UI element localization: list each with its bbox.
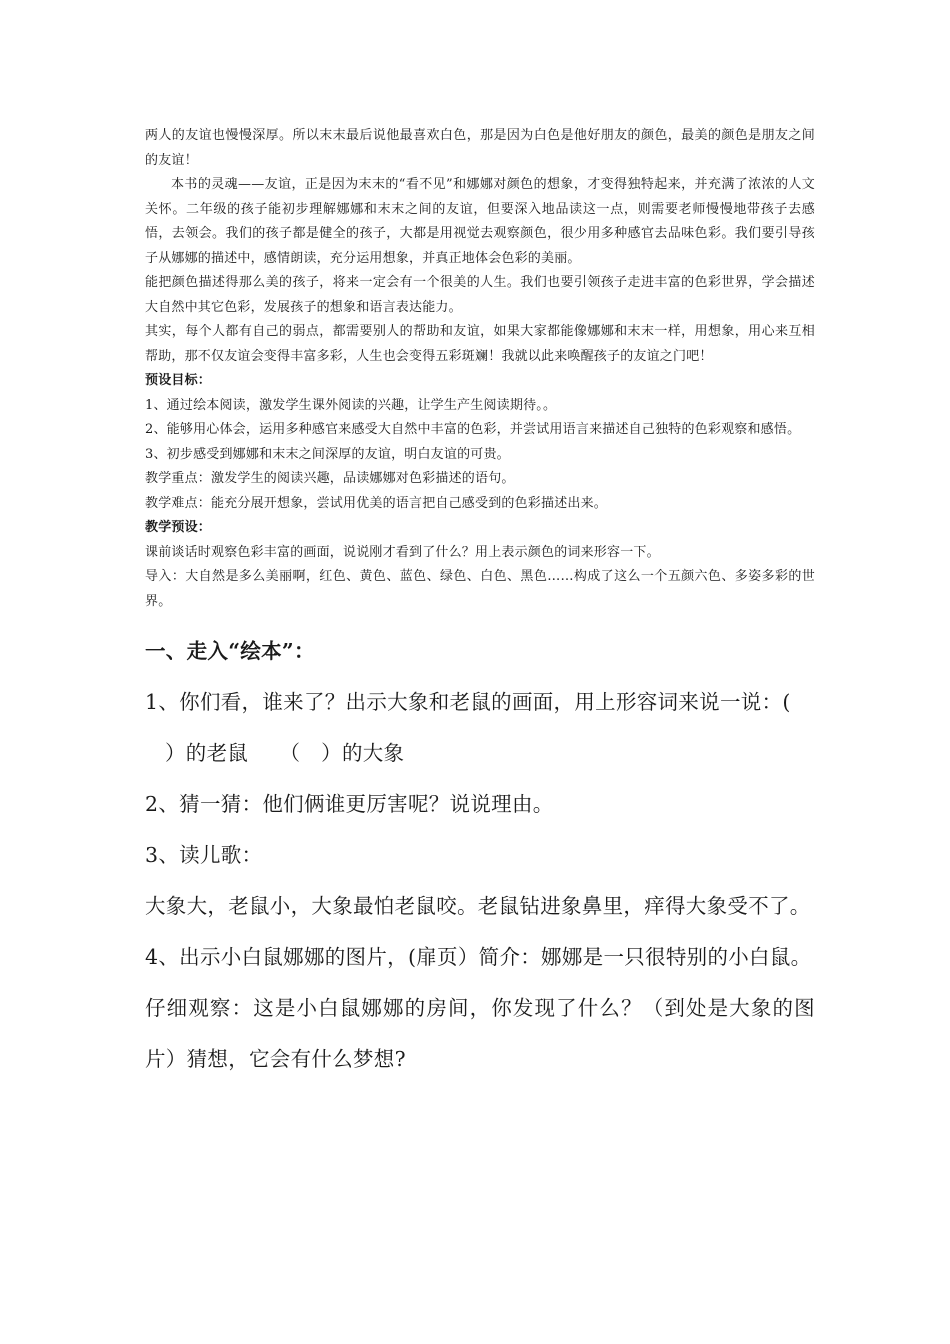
lesson-plan-intro xyxy=(145,124,815,614)
pre-class-talk: 课前谈话时观察色彩丰富的画面，说说刚才看到了什么？用上表示颜色的词来形容一下。 xyxy=(145,544,660,560)
step-3-line: 3、读儿歌： xyxy=(145,843,263,867)
goal-item-1: 1、通过绘本阅读，激发学生课外阅读的兴趣，让学生产生阅读期待。。 xyxy=(145,397,557,413)
paragraph-weakness-help: 其实，每个人都有自己的弱点，都需要别人的帮助和友谊，如果大家都能像娜娜和末末一样，用想象，用心来互相帮助，那不仅友谊会变得丰富多彩，人生也会变得五彩斑斓！我就以此来唤醒孩子的友谊之门吧！ xyxy=(145,324,815,364)
observe-paragraph: 仔细观察：这是小白鼠娜娜的房间，你发现了什么？（到处是大象的图片）猜想，它会有什么梦想? xyxy=(145,996,815,1071)
nursery-rhyme: 大象大，老鼠小，大象最怕老鼠咬。老鼠钻进象鼻里，痒得大象受不了。 xyxy=(145,894,811,918)
goal-item-3: 3、初步感受到娜娜和末末之间深厚的友谊，明白友谊的可贵。 xyxy=(145,446,510,462)
introduction: 导入：大自然是多么美丽啊，红色、黄色、蓝色、绿色、白色、黑色……构成了这么一个五颜六色、多姿多彩的世界。 xyxy=(145,569,815,609)
heading-goals: 预设目标： xyxy=(145,373,212,388)
paragraph-describe-colors: 能把颜色描述得那么美的孩子，将来一定会有一个很美的人生。我们也要引领孩子走进丰富的色彩世界，学会描述大自然中其它色彩，发展孩子的想象和语言表达能力。 xyxy=(145,275,815,315)
heading-teaching-plan: 教学预设： xyxy=(145,520,212,535)
step-2-line: 2、猜一猜：他们俩谁更厉害呢？说说理由。 xyxy=(145,792,554,816)
teaching-focus: 教学重点：激发学生的阅读兴趣，品读娜娜对色彩描述的语句。 xyxy=(145,471,515,486)
section-heading: 一、走入“绘本”： xyxy=(145,639,315,663)
paragraph-friendship-summary: 两人的友谊也慢慢深厚。所以末末最后说他最喜欢白色，那是因为白色是他好朋友的颜色，最美的颜色是朋友之间的友谊！ xyxy=(145,128,815,168)
goal-item-2: 2、能够用心体会，运用多种感官来感受大自然中丰富的色彩，并尝试用语言来描述自己独特的色彩观察和感悟。 xyxy=(145,422,801,437)
document-page xyxy=(145,124,815,1085)
step-1-blanks: ）的老鼠 （ ）的大象 xyxy=(165,741,405,765)
step-4-line: 4、出示小白鼠娜娜的图片，(扉页）简介：娜娜是一只很特别的小白鼠。 xyxy=(145,945,812,969)
lesson-section-one xyxy=(145,626,815,1085)
step-1-line: 1、你们看，谁来了？出示大象和老鼠的画面，用上形容词来说一说：( xyxy=(145,690,791,714)
teaching-difficulty: 教学难点：能充分展开想象，尝试用优美的语言把自己感受到的色彩描述出来。 xyxy=(145,495,608,511)
paragraph-book-soul: 本书的灵魂——友谊，正是因为末末的“看不见”和娜娜对颜色的想象，才变得独特起来，并充满了浓浓的人文关怀。二年级的孩子能初步理解娜娜和末末之间的友谊，但要深入地品读这一点，则需要老师慢慢地带孩子去感悟，去领会。我们的孩子都是健全的孩子，大都是用视觉去观察颜色，很少用多种感官去品味色彩。我们要引导孩子从娜娜的描述中，感情朗读，充分运用想象，并真正地体会色彩的美丽。 xyxy=(145,177,815,266)
